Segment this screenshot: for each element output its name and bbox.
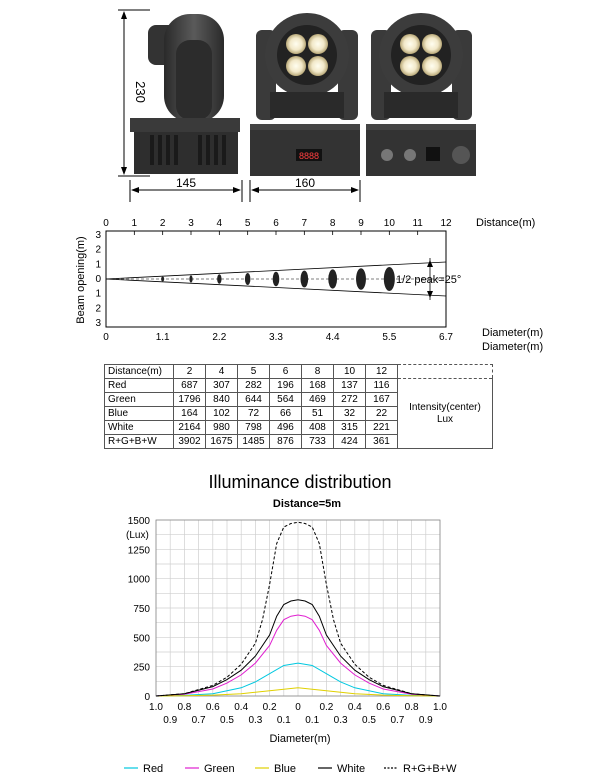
table-header-spacer (398, 365, 493, 379)
table-cell: 424 (334, 435, 366, 449)
table-cell: 876 (270, 435, 302, 449)
legend-label: White (337, 763, 366, 775)
x-tick-label: 0 (295, 702, 301, 713)
chart-grid (156, 520, 440, 696)
table-row-label: White (105, 421, 174, 435)
y-tick-label: 1250 (127, 545, 150, 557)
table-row (105, 379, 493, 393)
distance-tick-label: 10 (383, 218, 395, 229)
distance-tick-label: 11 (412, 218, 423, 229)
legend-label: Green (204, 763, 235, 775)
chart-legend (124, 763, 457, 775)
beam-spot (189, 275, 192, 282)
table-cell: 66 (270, 407, 302, 421)
x-tick-label: 0.4 (234, 702, 249, 713)
display-readout: 8888 (298, 151, 320, 161)
table-header-distance: 6 (270, 365, 302, 379)
distance-tick-label: 1 (131, 218, 138, 229)
x-tick-label: 0.5 (362, 715, 376, 726)
legend-label: Red (143, 763, 164, 775)
beam-spot (161, 277, 164, 282)
diameter-tick-label: 6.7 (439, 332, 453, 343)
x-tick-label: 0.1 (276, 715, 291, 726)
table-cell: 798 (238, 421, 270, 435)
x-tick-label: 0.8 (177, 702, 192, 713)
table-cell: 116 (366, 379, 398, 393)
distance-tick-label: 12 (440, 218, 452, 229)
table-row-label: Blue (105, 407, 174, 421)
y-tick-label: 500 (133, 633, 150, 645)
x-tick-label: 0.6 (376, 702, 391, 713)
product-dimensions-figure (0, 0, 600, 210)
table-cell: 51 (302, 407, 334, 421)
x-tick-label: 0.7 (191, 715, 206, 726)
table-cell: 22 (366, 407, 398, 421)
table-cell: 315 (334, 421, 366, 435)
x-tick-label: 0.9 (418, 715, 433, 726)
table-cell: 1796 (174, 393, 206, 407)
x-tick-label: 0.7 (390, 715, 405, 726)
beam-spot (245, 273, 251, 285)
rear-view-photo (366, 13, 476, 176)
distance-tick-label: 7 (301, 218, 308, 229)
x-tick-label: 0.9 (163, 715, 178, 726)
beam-opening-tick-label: 2 (95, 303, 101, 315)
distance-tick-label: 9 (358, 218, 364, 229)
table-cell: 102 (206, 407, 238, 421)
table-cell: 361 (366, 435, 398, 449)
distance-tick-label: 4 (216, 218, 223, 229)
table-header-distance: 5 (238, 365, 270, 379)
x-tick-label: 0.4 (347, 702, 362, 713)
y-tick-label: 750 (133, 604, 150, 615)
half-peak-label: 1/2 peak=25° (396, 274, 462, 286)
table-cell: 469 (302, 393, 334, 407)
table-cell: 32 (334, 407, 366, 421)
beam-opening-tick-label: 1 (95, 259, 101, 271)
table-cell: 137 (334, 379, 366, 393)
table-unit-note: Intensity(center) Lux (398, 379, 493, 449)
y-tick-label: 250 (133, 662, 150, 674)
table-header-distance: 12 (366, 365, 398, 379)
table-cell: 307 (206, 379, 238, 393)
table-row-label: Red (105, 379, 174, 393)
table-cell: 168 (302, 379, 334, 393)
y-tick-label: 1000 (127, 574, 150, 586)
table-cell: 1675 (206, 435, 238, 449)
x-tick-label: 0.2 (319, 702, 334, 713)
distance-tick-label: 0 (103, 218, 109, 229)
diameter-tick-label: 2.2 (212, 332, 227, 343)
table-cell: 3902 (174, 435, 206, 449)
x-axis-label: Diameter(m) (269, 733, 331, 745)
table-cell: 1485 (238, 435, 270, 449)
distance-axis-label: Distance(m) (476, 217, 536, 229)
beam-spot (273, 272, 280, 286)
table-cell: 687 (174, 379, 206, 393)
x-tick-label: 0.3 (248, 715, 263, 726)
table-cell: 164 (174, 407, 206, 421)
diameter-axis-label-2: Diameter(m) (482, 341, 544, 353)
legend-label: R+G+B+W (403, 763, 457, 775)
table-cell: 496 (270, 421, 302, 435)
x-tick-label: 0.3 (333, 715, 348, 726)
distance-tick-label: 6 (273, 218, 279, 229)
beam-opening-tick-label: 2 (95, 244, 101, 256)
beam-spot (384, 267, 395, 291)
table-cell: 408 (302, 421, 334, 435)
table-header-distance: 8 (302, 365, 334, 379)
beam-spot (356, 268, 366, 290)
table-cell: 221 (366, 421, 398, 435)
beam-opening-tick-label: 0 (95, 274, 101, 285)
height-dimension: 230 (133, 81, 148, 103)
beam-opening-tick-label: 3 (95, 230, 101, 241)
table-cell: 980 (206, 421, 238, 435)
x-tick-label: 0.5 (220, 715, 234, 726)
x-tick-label: 0.1 (305, 715, 320, 726)
table-cell: 72 (238, 407, 270, 421)
diameter-axis-label-1: Diameter(m) (482, 327, 544, 339)
table-cell: 733 (302, 435, 334, 449)
table-cell: 282 (238, 379, 270, 393)
table-cell: 2164 (174, 421, 206, 435)
table-header-label: Distance(m) (105, 365, 174, 379)
table-cell: 167 (366, 393, 398, 407)
table-row-label: R+G+B+W (105, 435, 174, 449)
width-dimension: 160 (294, 176, 316, 190)
table-cell: 564 (270, 393, 302, 407)
x-tick-label: 0.8 (404, 702, 419, 713)
table-header-distance: 4 (206, 365, 238, 379)
chart-title: Illuminance distribution (208, 472, 392, 492)
distance-tick-label: 3 (188, 218, 194, 229)
y-axis-unit: (Lux) (126, 530, 149, 541)
table-cell: 840 (206, 393, 238, 407)
legend-label: Blue (274, 763, 297, 775)
beam-opening-tick-label: 1 (95, 288, 101, 300)
beam-opening-tick-label: 3 (95, 318, 101, 329)
beam-spot (300, 271, 308, 288)
intensity-table (104, 364, 493, 449)
diameter-tick-label: 1.1 (155, 332, 170, 343)
table-cell: 196 (270, 379, 302, 393)
beam-spot (328, 269, 337, 288)
beam-opening-axis-label: Beam opening(m) (75, 236, 87, 324)
diameter-tick-label: 3.3 (269, 332, 283, 343)
distance-tick-label: 5 (244, 218, 251, 229)
table-header-distance: 2 (174, 365, 206, 379)
illuminance-chart (0, 460, 600, 777)
table-cell: 272 (334, 393, 366, 407)
x-tick-label: 0.6 (205, 702, 220, 713)
distance-tick-label: 8 (329, 218, 336, 229)
x-tick-label: 1.0 (433, 702, 447, 713)
table-cell: 644 (238, 393, 270, 407)
y-tick-label: 0 (144, 692, 150, 703)
table-row-label: Green (105, 393, 174, 407)
diameter-tick-label: 4.4 (325, 332, 340, 343)
beam-opening-diagram (0, 210, 600, 358)
x-tick-label: 1.0 (149, 702, 163, 713)
chart-subtitle: Distance=5m (272, 498, 342, 510)
depth-dimension: 145 (175, 176, 197, 190)
table-header-distance: 10 (334, 365, 366, 379)
diameter-tick-label: 5.5 (382, 332, 397, 343)
x-tick-label: 0.2 (262, 702, 277, 713)
diameter-tick-label: 0 (103, 332, 109, 343)
y-tick-label: 1500 (127, 516, 150, 527)
distance-tick-label: 2 (159, 218, 166, 229)
beam-spot (217, 274, 221, 284)
